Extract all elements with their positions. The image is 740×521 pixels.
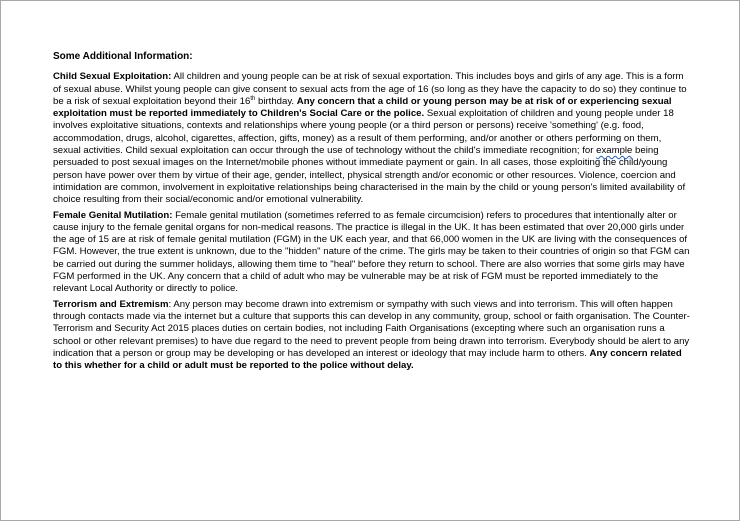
cse-text-3: Sexual exploitation of children and young people under 18 involves exploitative situations, contexts and relationships where young people (or a third person or persons) receive 'something' (e.g. food, accommodation, drugs, alcohol, cigarettes, affection, gifts, money) as a result of them performing, and/or another or others performing on them, sexual activities. Child sexual exploitation can occur through the use of technology without the child's immediate recognition; for bbox=[53, 108, 674, 157]
document-body bbox=[53, 51, 691, 375]
document-heading: Some Additional Information: bbox=[53, 51, 193, 62]
terrorism-bold-statement: Any concern related to this whether for a child or adult must be reported to the police without delay. bbox=[53, 347, 682, 372]
cse-text-1: All children and young people can be at risk of sexual exportation. This includes boys and girls of any age. This is a form of sexual abuse. Whilst young people can give consent to sexual acts from the age of 16 (so long as they have the capacity to do so) they continue to be a risk of sexual exploitation beyond their 16 bbox=[53, 71, 687, 107]
cse-paragraph bbox=[53, 71, 691, 206]
spellcheck-word[interactable]: example bbox=[596, 145, 633, 157]
terrorism-paragraph bbox=[53, 299, 691, 373]
cse-bold-statement: Any concern that a child or young person may be at risk of or experiencing sexual exploitation must be reported immediately to Children's Social Care or the police. bbox=[53, 95, 672, 120]
fgm-title: Female Genital Mutilation: bbox=[53, 209, 173, 221]
terrorism-text: : Any person may become drawn into extremism or sympathy with such views and into terrorism. This will often happen through contacts made via the internet but a culture that supports this can develop in any community, group, school or faith organisation. The Counter-Terrorism and Security Act 2015 places duties on certain bodies, not including Faith Organisations (excepting where such an organisation runs a school or other relevant premises) to have due regard to the need to prevent people from being drawn into terrorism. Everybody should be alert to any indication that a person or group may be developing or has developed an interest or ideology that may include harm to others. bbox=[53, 298, 690, 359]
terrorism-title: Terrorism and Extremism bbox=[53, 298, 169, 310]
fgm-text: Female genital mutilation (sometimes referred to as female circumcision) refers to procedures that intentionally alter or cause injury to the female genital organs for non-medical reasons. The practice is illegal in the UK. It has been estimated that over 20,000 girls under the age of 15 are at risk of female genital mutilation (FGM) in the UK each year, and that 66,000 women in the UK are living with the consequences of FGM. However, the true extent is unknown, due to the "hidden" nature of the crime. The girls may be taken to their countries of origin so that FGM can be carried out during the summer holidays, allowing them time to "heal" before they return to school. There are also worries that some girls may have FGM performed in the UK. Any concern that a child of adult who may be vulnerable may be at risk of FGM must be reported immediately to the relevant Local Authority or directly to police. bbox=[53, 209, 690, 295]
cse-title: Child Sexual Exploitation: bbox=[53, 71, 172, 83]
cse-text-2: birthday. bbox=[255, 95, 297, 107]
fgm-paragraph bbox=[53, 210, 691, 296]
cse-text-4: being persuaded to post sexual images on the Internet/mobile phones without immediate payment or gain. In all cases, those exploiting the child/young person have power over them by virtue of their age, gender, intellect, physical strength and/or economic or other resources. Violence, coercion and intimidation are common, involvement in exploitative relationships being characterised in the main by the child or young person's limited availability of choice resulting from their social/economic and/or emotional vulnerability. bbox=[53, 145, 686, 206]
cse-superscript: th bbox=[250, 95, 256, 102]
